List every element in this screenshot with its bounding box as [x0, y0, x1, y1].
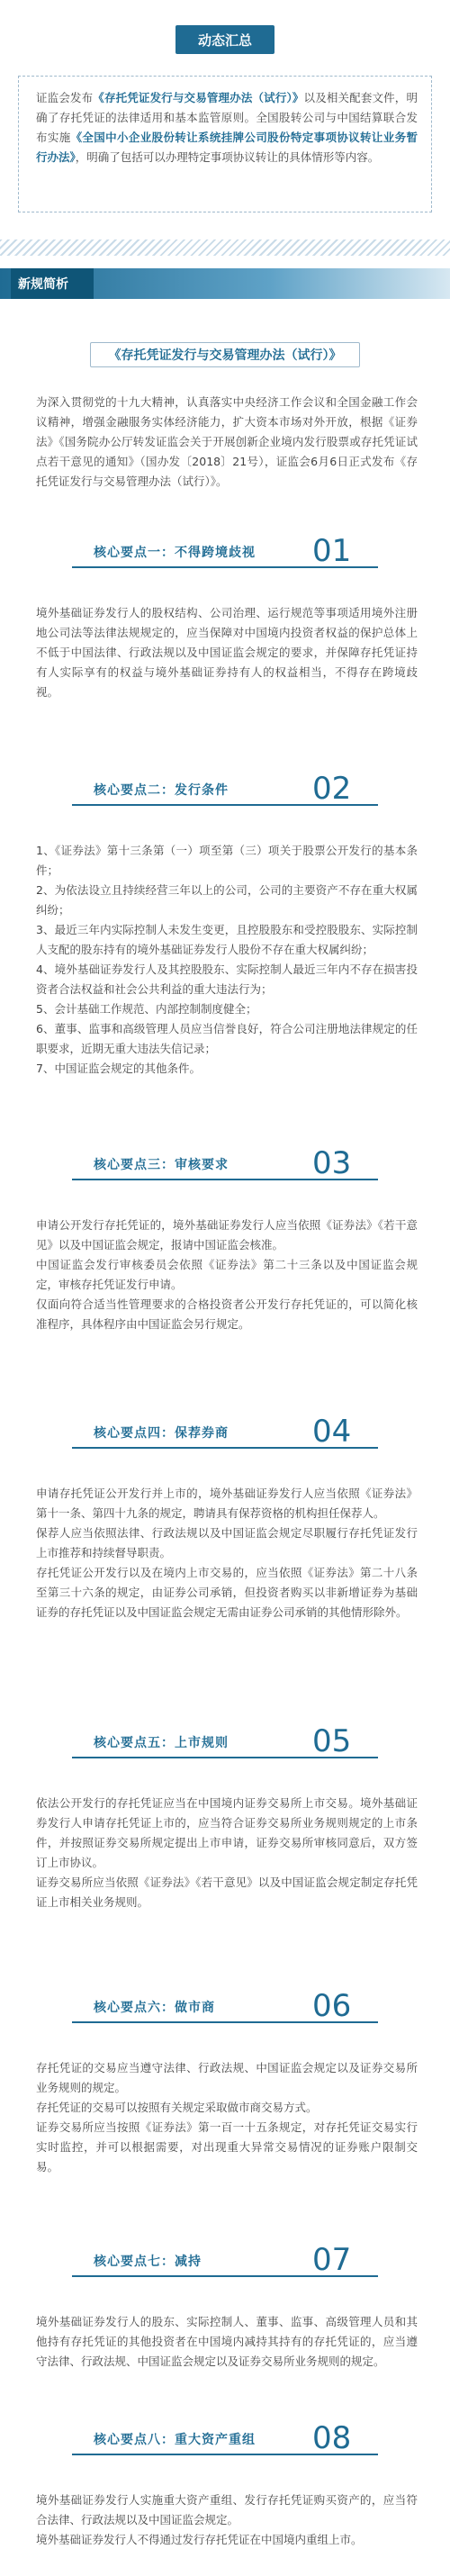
dynamic-doc-2: 《全国中小企业股份转让系统挂牌公司股份特定事项协议转让业务暂行办法》 [36, 131, 418, 164]
section-label: 新规简析 [11, 268, 94, 299]
point-2-header [0, 773, 450, 812]
point-1-header [0, 535, 450, 574]
dynamic-summary-text [36, 88, 418, 167]
point-label: 核心要点六：做市商 [94, 2001, 215, 2015]
point-paragraph: 存托凭证的交易可以按照有关规定采取做市商交易方式。 [36, 2101, 318, 2114]
point-paragraph: 仅面向符合适当性管理要求的合格投资者公开发行存托凭证的，可以简化核准程序，具体程序由中国证监会另行规定。 [36, 1297, 418, 1331]
point-number: 08 [312, 2420, 352, 2456]
point-number: 07 [312, 2242, 352, 2278]
point-paragraph: 3、最近三年内实际控制人未发生变更，且控股股东和受控股股东、实际控制人支配的股东持有的境外基础证券发行人股份不存在重大权属纠纷； [36, 923, 418, 956]
point-paragraph: 4、境外基础证券发行人及其控股股东、实际控制人最近三年内不存在损害投资者合法权益和社会公共利益的重大违法行为； [36, 963, 418, 996]
point-label: 核心要点八：重大资产重组 [94, 2433, 256, 2447]
point-3-header [0, 1147, 450, 1187]
point-paragraph: 证券交易所应当依照《证券法》《若干意见》以及中国证监会规定制定存托凭证上市相关业务规则。 [36, 1876, 418, 1909]
point-6-body [36, 2058, 418, 2177]
point-paragraph: 保荐人应当依照法律、行政法规以及中国证监会规定尽职履行存托凭证发行上市推荐和持续督导职责。 [36, 1526, 418, 1559]
point-paragraph: 存托凭证公开发行以及在境内上市交易的，应当依照《证券法》第二十八条至第三十六条的规定，由证券公司承销，但投资者购买以非新增证券为基础证券的存托凭证以及中国证监会规定无需由证券公司承销的其他情形除外。 [36, 1566, 418, 1619]
intro-text: 为深入贯彻党的十九大精神，认真落实中央经济工作会议和全国金融工作会议精神，增强金融服务实体经济能力，扩大资本市场对外开放，根据《证券法》《国务院办公厅转发证监会关于开展创新企业境内发行股票或存托凭证试点若干意见的通知》（国办发〔2018〕21号），证监会6月6日正式发布《存托凭证发行与交易管理办法（试行）》。 [36, 395, 418, 488]
point-paragraph: 存托凭证的交易应当遵守法律、行政法规、中国证监会规定以及证券交易所业务规则的规定。 [36, 2061, 418, 2094]
point-paragraph: 证券交易所应当按照《证券法》第一百一十五条规定，对存托凭证交易实行实时监控，并可以根据需要，对出现重大异常交易情况的证券账户限制交易。 [36, 2120, 418, 2174]
point-paragraph: 境外基础证券发行人的股权结构、公司治理、运行规范等事项适用境外注册地公司法等法律法规规定的，应当保障对中国境内投资者权益的保护总体上不低于中国法律、行政法规以及中国证监会规定的要求，并保障存托凭证持有人实际享有的权益与境外基础证券持有人的权益相当，不得存在跨境歧视。 [36, 606, 418, 699]
point-number: 05 [312, 1723, 352, 1759]
section-header-bar [0, 268, 450, 299]
point-paragraph: 申请公开发行存托凭证的，境外基础证券发行人应当依照《证券法》《若干意见》以及中国证监会规定，报请中国证监会核准。 [36, 1218, 418, 1252]
point-2-body [36, 841, 418, 1079]
point-number: 04 [312, 1414, 352, 1450]
point-paragraph: 2、为依法设立且持续经营三年以上的公司，公司的主要资产不存在重大权属纠纷； [36, 883, 418, 917]
dynamic-summary-title: 动态汇总 [176, 25, 274, 54]
dynamic-doc-1: 《存托凭证发行与交易管理办法（试行）》 [93, 91, 304, 104]
point-7-header [0, 2244, 450, 2283]
point-1-body [36, 603, 418, 702]
point-paragraph: 7、中国证监会规定的其他条件。 [36, 1062, 201, 1075]
point-paragraph: 1、《证券法》第十三条第（一）项至第（三）项关于股票公开发行的基本条件； [36, 844, 418, 877]
point-number: 06 [312, 1988, 352, 2024]
dynamic-text-post: ，明确了包括可以办理特定事项协议转让的具体情形等内容。 [75, 150, 380, 164]
point-paragraph: 依法公开发行的存托凭证应当在中国境内证券交易所上市交易。境外基础证券发行人申请存托凭证上市的，应当符合证券交易所业务规则规定的上市条件，并按照证券交易所规定提出上市申请，证券交易所审核同意后，双方签订上市协议。 [36, 1796, 418, 1869]
point-number: 01 [312, 533, 352, 569]
point-label: 核心要点四：保荐券商 [94, 1426, 229, 1441]
point-label: 核心要点二：发行条件 [94, 783, 229, 798]
law-title: 《存托凭证发行与交易管理办法（试行）》 [90, 342, 360, 367]
intro-paragraph [36, 393, 418, 492]
point-paragraph: 境外基础证券发行人的股东、实际控制人、董事、监事、高级管理人员和其他持有存托凭证的其他投资者在中国境内减持其持有的存托凭证的，应当遵守法律、行政法规、中国证监会规定以及证券交易所业务规则的规定。 [36, 2315, 418, 2368]
point-paragraph: 境外基础证券发行人不得通过发行存托凭证在中国境内重组上市。 [36, 2533, 363, 2546]
point-paragraph: 申请存托凭证公开发行并上市的，境外基础证券发行人应当依照《证券法》第十一条、第四十九条的规定，聘请具有保荐资格的机构担任保荐人。 [36, 1487, 418, 1520]
dynamic-text-pre: 证监会发布 [36, 91, 94, 104]
point-paragraph: 5、会计基础工作规范、内部控制制度健全； [36, 1002, 257, 1016]
dynamic-text-mid: 以及相关配套文件，明确了存托凭证的法律适用和基本监管原则。全国股转公司与中国结算联合发布实施 [36, 91, 418, 144]
point-paragraph: 境外基础证券发行人实施重大资产重组、发行存托凭证购买资产的，应当符合法律、行政法规以及中国证监会规定。 [36, 2493, 418, 2526]
point-5-header [0, 1725, 450, 1765]
point-4-header [0, 1415, 450, 1455]
point-label: 核心要点七：减持 [94, 2255, 202, 2269]
point-3-body [36, 1216, 418, 1334]
point-paragraph: 6、董事、监事和高级管理人员应当信誉良好，符合公司注册地法律规定的任职要求，近期无重大违法失信记录； [36, 1022, 418, 1055]
point-paragraph: 中国证监会发行审核委员会依照《证券法》第二十三条以及中国证监会规定，审核存托凭证发行申请。 [36, 1258, 418, 1291]
stripe-divider [0, 240, 450, 256]
point-number: 02 [312, 771, 352, 807]
point-7-body [36, 2312, 418, 2372]
point-8-header [0, 2422, 450, 2462]
point-5-body [36, 1794, 418, 1912]
point-6-header [0, 1990, 450, 2029]
point-label: 核心要点三：审核要求 [94, 1158, 229, 1172]
point-4-body [36, 1484, 418, 1622]
point-label: 核心要点五：上市规则 [94, 1736, 229, 1750]
point-label: 核心要点一：不得跨境歧视 [94, 546, 256, 560]
point-number: 03 [312, 1145, 352, 1181]
point-8-body [36, 2490, 418, 2550]
